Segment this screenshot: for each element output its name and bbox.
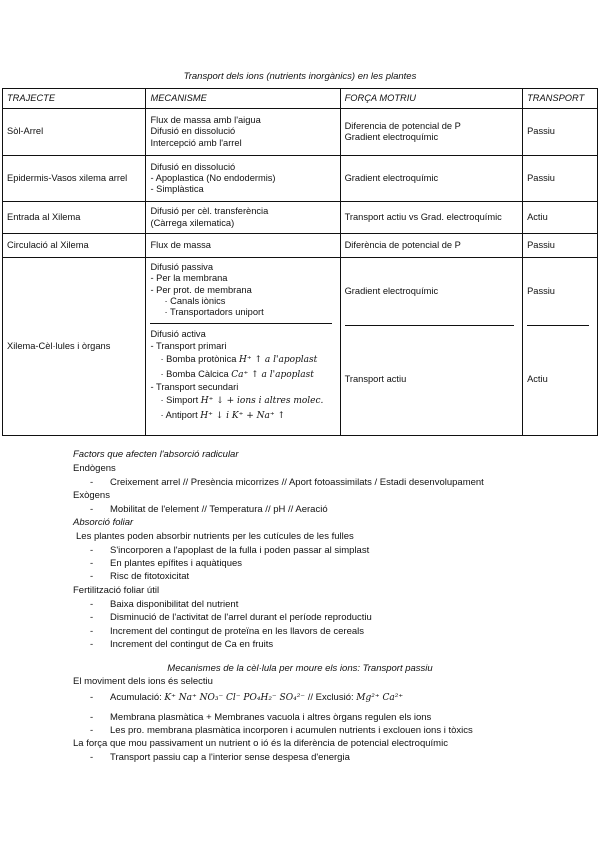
mecanisme-line: (Càrrega xilematica): [150, 217, 235, 228]
active-forca: [341, 326, 523, 434]
mecanismes-title: Mecanismes de la cèl·lula per moure els ions: Transport passiu: [167, 663, 433, 674]
bullet-dash: -: [90, 504, 94, 515]
passive-subitem: · Transportadors uniport: [164, 307, 264, 318]
active-subitem-label: · Bomba protònica: [160, 354, 237, 365]
list-item-text: Mobilitat de l'element // Temperatura // pH // Aeració: [110, 504, 328, 515]
cell-transport-split: [523, 258, 598, 436]
list-item-text: Baixa disponibilitat del nutrient: [110, 599, 239, 610]
cell-trajecte: Entrada al Xilema: [3, 202, 146, 234]
cell-mecanisme-split: [146, 258, 340, 436]
list-item-text: Les pro. membrana plasmàtica incorporen i acumulen nutrients i exclouen ions i tòxics: [110, 725, 473, 736]
active-transport-text: Actiu: [527, 374, 548, 385]
passive-forca-text: Gradient electroquímic: [344, 285, 439, 296]
bullet-dash: -: [90, 612, 94, 623]
active-subitem: [150, 354, 335, 366]
bullet-dash: -: [90, 725, 94, 736]
active-item: - Transport secundari: [150, 381, 239, 392]
active-block: [146, 324, 339, 425]
table-row: [3, 156, 598, 202]
exclusio-ions: Mg²⁺ Ca²⁺: [356, 693, 404, 703]
endogens-label: Endògens: [73, 463, 116, 474]
active-subitem-eq: H⁺ ↓ + ions i altres molec.: [200, 395, 324, 406]
bullet-dash: -: [90, 571, 94, 582]
bullet-dash: -: [90, 626, 94, 637]
fert-label: Fertilització foliar útil: [73, 585, 160, 596]
cell-forca: Gradient electroquímic: [340, 156, 523, 202]
active-transport: [523, 326, 597, 434]
mecanisme-line: Difusió en dissolució: [150, 126, 236, 137]
active-title: Difusió activa: [150, 329, 206, 340]
cell-mecanisme: [146, 109, 340, 156]
bullet-dash: -: [90, 545, 94, 556]
list-item-text: Transport passiu cap a l'interior sense despesa d'energia: [110, 752, 350, 763]
cell-forca: Diferència de potencial de P: [340, 234, 523, 258]
cell-transport: Actiu: [523, 202, 598, 234]
mecanisme-line: Flux de massa amb l'aigua: [150, 115, 261, 126]
factors-title: Factors que afecten l'absorció radicular: [73, 449, 239, 460]
list-item-text: Increment del contingut de proteïna en les llavors de cereals: [110, 626, 365, 637]
mecanismes-intro: El moviment dels ions és selectiu: [73, 676, 213, 687]
bullet-dash: -: [90, 712, 94, 723]
cell-transport: Passiu: [523, 109, 598, 156]
active-subitem-label: · Antiport: [160, 410, 198, 421]
cell-mecanisme: [146, 202, 340, 234]
passive-subitem: · Canals iònics: [164, 295, 226, 306]
cell-trajecte: Sòl-Arrel: [3, 109, 146, 156]
foliar-intro: Les plantes poden absorbir nutrients per les cutícules de les fulles: [76, 531, 354, 542]
list-item-text: [110, 692, 403, 703]
bullet-dash: -: [90, 692, 94, 703]
active-forca-text: Transport actiu: [344, 374, 407, 385]
transport-table: [2, 88, 598, 436]
active-subitem-eq: Ca⁺ ↑ a l'apoplast: [231, 370, 314, 381]
forca-text: La força que mou passivament un nutrient o ió és la diferència de potencial electroquímic: [73, 738, 448, 749]
exclusio-label: // Exclusió:: [307, 692, 354, 703]
passive-item: - Per la membrana: [150, 273, 228, 284]
cell-transport: Passiu: [523, 234, 598, 258]
table-row: [3, 109, 598, 156]
passive-forca: [341, 258, 523, 325]
list-item-text: En plantes epífites i aquàtiques: [110, 558, 243, 569]
forca-line: Diferencia de potencial de P: [344, 120, 461, 131]
list-item-text: Disminució de l'activitat de l'arrel durant el període reproductiu: [110, 612, 372, 623]
list-item-text: Creixement arrel // Presència micorrizes // Aport fotoassimilats / Estadi desenvolupament: [110, 477, 484, 488]
mecanisme-line: - Simplàstica: [150, 184, 204, 195]
list-item-text: Membrana plasmàtica + Membranes vacuola i altres òrgans regulen els ions: [110, 712, 432, 723]
active-subitem: [150, 395, 335, 407]
cell-trajecte: Circulació al Xilema: [3, 234, 146, 258]
table-caption: Transport dels ions (nutrients inorgànics) en les plantes: [183, 71, 417, 82]
active-subitem-eq: H⁺ ↓ i K⁺ + Na⁺ ↑: [200, 411, 286, 422]
passive-title: Difusió passiva: [150, 262, 213, 272]
cell-mecanisme: Flux de massa: [146, 234, 340, 258]
active-subitem-label: · Bomba Càlcica: [160, 369, 229, 380]
foliar-title: Absorció foliar: [73, 517, 134, 528]
cell-mecanisme: [146, 156, 340, 202]
list-item-text: Increment del contingut de Ca en fruits: [110, 639, 274, 650]
header-forca-motriu: FORÇA MOTRIU: [340, 89, 523, 109]
forca-line: Gradient electroquímic: [344, 132, 439, 142]
active-subitem-label: · Simport: [160, 394, 199, 405]
cell-trajecte: Xilema-Cèl·lules i òrgans: [3, 258, 146, 436]
table-row: [3, 202, 598, 234]
bullet-dash: -: [90, 558, 94, 569]
cell-transport: Passiu: [523, 156, 598, 202]
list-item-text: S'incorporen a l'apoplast de la fulla i poden passar al simplast: [110, 545, 370, 556]
cell-forca: Transport actiu vs Grad. electroquímic: [340, 202, 523, 234]
exogens-label: Exògens: [73, 490, 110, 501]
table-row: [3, 258, 598, 436]
mecanisme-line: Difusió en dissolució: [150, 161, 236, 172]
bullet-dash: -: [90, 477, 94, 488]
active-subitem-eq: H⁺ ↑ a l'apoplast: [239, 355, 318, 366]
mecanisme-line: - Apoplastica (No endodermis): [150, 172, 276, 183]
list-item-text: Risc de fitotoxicitat: [110, 571, 190, 582]
table-row: [3, 234, 598, 258]
passive-item: - Per prot. de membrana: [150, 284, 252, 295]
table-header-row: [3, 89, 598, 109]
cell-forca: [340, 109, 523, 156]
bullet-dash: -: [90, 599, 94, 610]
mecanisme-line: Intercepció amb l'arrel: [150, 137, 242, 148]
passive-transport: [523, 258, 597, 325]
mecanisme-line: Difusió per cèl. transferència: [150, 206, 269, 217]
acumulacio-ions: K⁺ Na⁺ NO₃⁻ Cl⁻ PO₄H₂⁻ SO₄²⁻: [164, 693, 306, 703]
cell-forca-split: [340, 258, 523, 436]
bullet-dash: -: [90, 752, 94, 763]
active-subitem: [150, 410, 335, 422]
passive-block: [146, 258, 339, 323]
header-transport: TRANSPORT: [523, 89, 598, 109]
active-subitem: [150, 369, 335, 381]
header-trajecte: TRAJECTE: [3, 89, 146, 109]
acumulacio-label: Acumulació:: [110, 692, 162, 703]
header-mecanisme: MECANISME: [146, 89, 340, 109]
passive-transport-text: Passiu: [527, 285, 555, 296]
bullet-dash: -: [90, 639, 94, 650]
active-item: - Transport primari: [150, 340, 227, 351]
cell-trajecte: Epidermis-Vasos xilema arrel: [3, 156, 146, 202]
